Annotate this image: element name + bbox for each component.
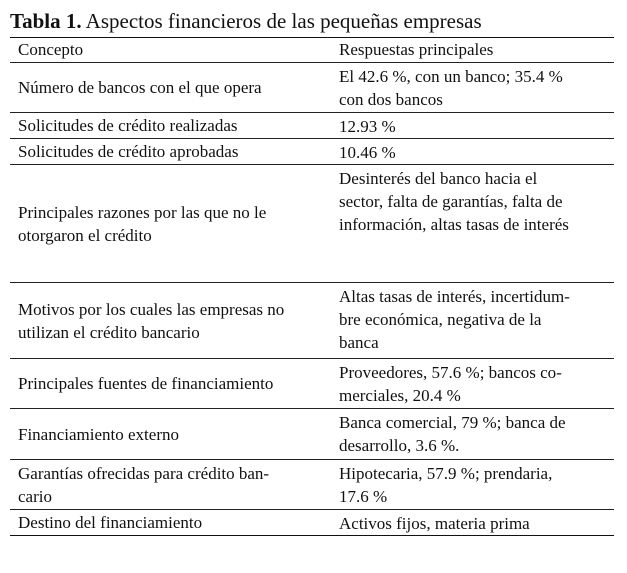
cell-respuesta	[333, 409, 614, 460]
cell-respuesta-line: 12.93 %	[339, 117, 396, 136]
cell-respuesta	[333, 113, 614, 139]
cell-concepto-line: Motivos por los cuales las empresas no	[18, 299, 285, 319]
cell-respuesta-line: información, altas tasas de interés	[339, 215, 569, 234]
cell-respuesta-line: con dos bancos	[339, 90, 443, 109]
table-caption-label: Tabla 1.	[10, 9, 82, 33]
cell-concepto-line: utilizan el crédito bancario	[18, 322, 200, 342]
table-row	[10, 409, 614, 460]
cell-respuesta	[333, 63, 614, 113]
cell-concepto	[10, 165, 333, 283]
cell-respuesta-line: bre económica, negativa de la	[339, 310, 542, 329]
cell-concepto	[10, 359, 333, 409]
header-respuestas: Respuestas principales	[333, 38, 614, 63]
header-concepto: Concepto	[10, 38, 333, 63]
cell-respuesta-line: El 42.6 %, con un banco; 35.4 %	[339, 67, 563, 86]
cell-concepto	[10, 460, 333, 510]
table-caption	[10, 8, 617, 34]
cell-respuesta-line: sector, falta de garantías, falta de	[339, 192, 563, 211]
cell-respuesta-line: 17.6 %	[339, 487, 388, 506]
cell-respuesta-line: merciales, 20.4 %	[339, 386, 461, 405]
cell-concepto	[10, 409, 333, 460]
cell-respuesta	[333, 283, 614, 359]
cell-concepto	[10, 139, 333, 165]
cell-concepto-line: Destino del financiamiento	[18, 513, 203, 532]
cell-respuesta	[333, 510, 614, 536]
cell-respuesta	[333, 139, 614, 165]
table-row	[10, 113, 614, 139]
cell-respuesta	[333, 359, 614, 409]
cell-concepto-line: Solicitudes de crédito realizadas	[18, 116, 238, 135]
cell-respuesta-line: Activos fijos, materia prima	[339, 514, 530, 533]
cell-respuesta-line: Proveedores, 57.6 %; bancos co-	[339, 363, 562, 382]
cell-respuesta-line: desarrollo, 3.6 %.	[339, 436, 460, 455]
cell-concepto-line: otorgaron el crédito	[18, 225, 152, 245]
table-body	[10, 63, 614, 536]
financial-aspects-table	[10, 37, 614, 536]
cell-concepto	[10, 113, 333, 139]
table-row	[10, 460, 614, 510]
cell-concepto-line: Principales fuentes de financiamiento	[18, 374, 274, 393]
cell-concepto	[10, 510, 333, 536]
cell-concepto-line: cario	[18, 486, 52, 506]
cell-concepto-line: Financiamiento externo	[18, 424, 179, 444]
table-row	[10, 283, 614, 359]
cell-respuesta-line: Altas tasas de interés, incertidum-	[339, 287, 570, 306]
table-row	[10, 63, 614, 113]
cell-concepto-line: Principales razones por las que no le	[18, 202, 267, 222]
table-caption-title: Aspectos financieros de las pequeñas empresas	[81, 9, 482, 33]
cell-respuesta	[333, 460, 614, 510]
table-row	[10, 139, 614, 165]
cell-concepto-line: Garantías ofrecidas para crédito ban-	[18, 463, 270, 483]
cell-concepto-line: Número de bancos con el que opera	[18, 78, 262, 97]
cell-concepto	[10, 63, 333, 113]
cell-respuesta-line: Desinterés del banco hacia el	[339, 169, 538, 188]
table-header-row	[10, 38, 614, 63]
cell-respuesta-line: banca	[339, 333, 379, 352]
table-row	[10, 510, 614, 536]
cell-respuesta	[333, 165, 614, 283]
cell-respuesta-line: 10.46 %	[339, 143, 396, 162]
cell-concepto	[10, 283, 333, 359]
cell-concepto-line: Solicitudes de crédito aprobadas	[18, 142, 239, 161]
cell-respuesta-line: Banca comercial, 79 %; banca de	[339, 413, 566, 432]
table-row	[10, 165, 614, 283]
table-row	[10, 359, 614, 409]
cell-respuesta-line: Hipotecaria, 57.9 %; prendaria,	[339, 464, 553, 483]
